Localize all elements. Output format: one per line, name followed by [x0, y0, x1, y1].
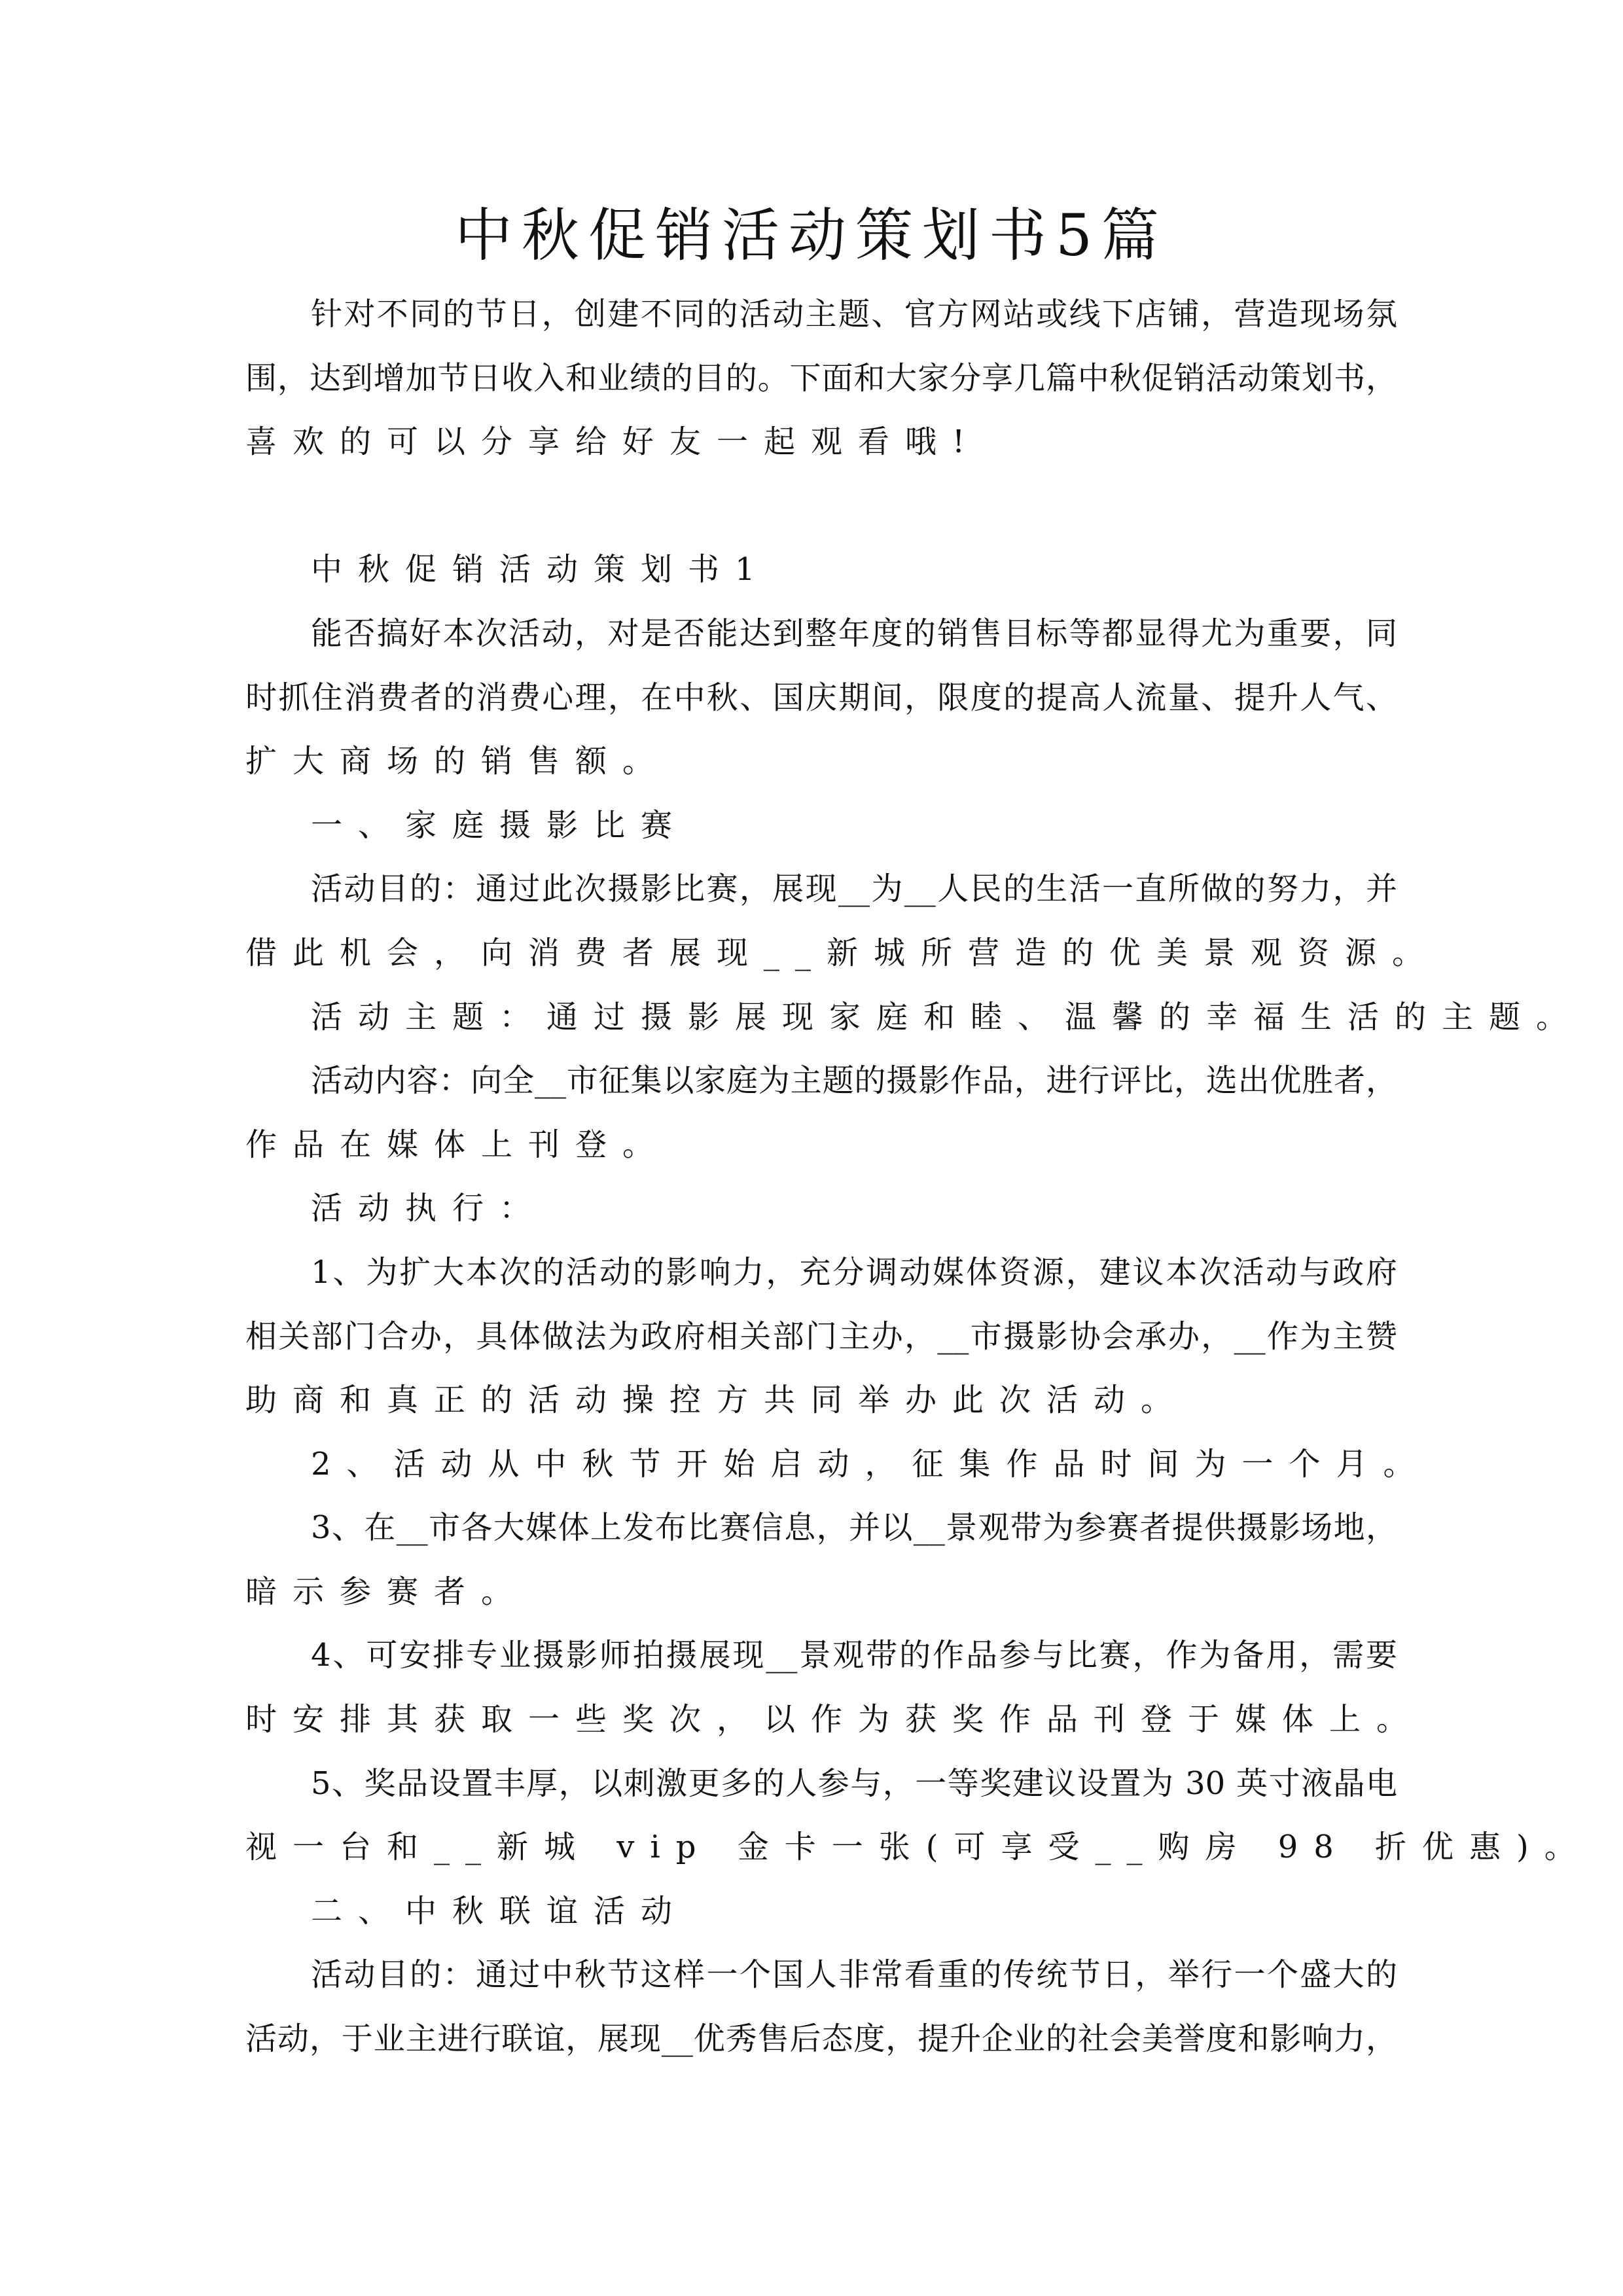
text-line: 能否搞好本次活动，对是否能达到整年度的销售目标等都显得尤为重要，同 [311, 615, 1397, 652]
text-line: 2、活动从中秋节开始启动，征集作品时间为一个月。 [311, 1445, 1431, 1482]
text-line: 1、为扩大本次的活动的影响力，充分调动媒体资源，建议本次活动与政府 [311, 1253, 1397, 1291]
text-line: 相关部门合办，具体做法为政府相关部门主办，__市摄影协会承办，__作为主赞 [245, 1318, 1397, 1355]
text-line: 作品在媒体上刊登。 [245, 1126, 670, 1163]
text-line: 活动目的：通过此次摄影比赛，展现__为__人民的生活一直所做的努力，并 [311, 870, 1397, 908]
text-line: 活动，于业主进行联谊，展现__优秀售后态度，提升企业的社会美誉度和影响力， [245, 2020, 1397, 2058]
text-line: 视一台和__新城 vip 金卡一张(可享受__购房 98 折优惠)。 [245, 1829, 1592, 1866]
text-line: 针对不同的节日，创建不同的活动主题、官方网站或线下店铺，营造现场氛 [311, 296, 1397, 332]
text-line: 4、可安排专业摄影师拍摄展现__景观带的作品参与比赛，作为备用，需要 [311, 1637, 1397, 1674]
text-line: 活动主题：通过摄影展现家庭和睦、温馨的幸福生活的主题。 [311, 998, 1584, 1035]
text-line: 时抓住消费者的消费心理，在中秋、国庆期间，限度的提高人流量、提升人气、 [245, 679, 1397, 716]
blank-line [245, 475, 1397, 539]
text-line: 3、在__市各大媒体上发布比赛信息，并以__景观带为参赛者提供摄影场地， [311, 1509, 1397, 1547]
document-title: 中秋促销活动策划书5篇 [455, 202, 1168, 269]
text-line: 一、家庭摄影比赛 [311, 806, 688, 844]
text-line: 5、奖品设置丰厚，以刺激更多的人参与，一等奖建议设置为 30 英寸液晶电 [311, 1765, 1397, 1802]
text-line: 活动内容：向全__市征集以家庭为主题的摄影作品，进行评比，选出优胜者， [311, 1062, 1397, 1100]
text-line: 扩大商场的销售额。 [245, 743, 670, 780]
text-line: 借此机会，向消费者展现__新城所营造的优美景观资源。 [245, 934, 1440, 971]
text-line: 暗示参赛者。 [245, 1573, 529, 1610]
text-line: 活动执行： [311, 1190, 547, 1227]
text-line: 围，达到增加节日收入和业绩的目的。下面和大家分享几篇中秋促销活动策划书， [245, 359, 1397, 397]
text-line: 二、中秋联谊活动 [311, 1892, 688, 1929]
text-line: 中秋促销活动策划书1 [311, 551, 771, 588]
document-body [245, 283, 1592, 2072]
text-line: 时安排其获取一些奖次，以作为获奖作品刊登于媒体上。 [245, 1701, 1424, 1738]
text-line: 喜欢的可以分享给好友一起观看哦! [245, 423, 981, 461]
text-line: 助商和真正的活动操控方共同举办此次活动。 [245, 1382, 1188, 1419]
text-line: 活动目的：通过中秋节这样一个国人非常看重的传统节日，举行一个盛大的 [311, 1956, 1397, 1994]
